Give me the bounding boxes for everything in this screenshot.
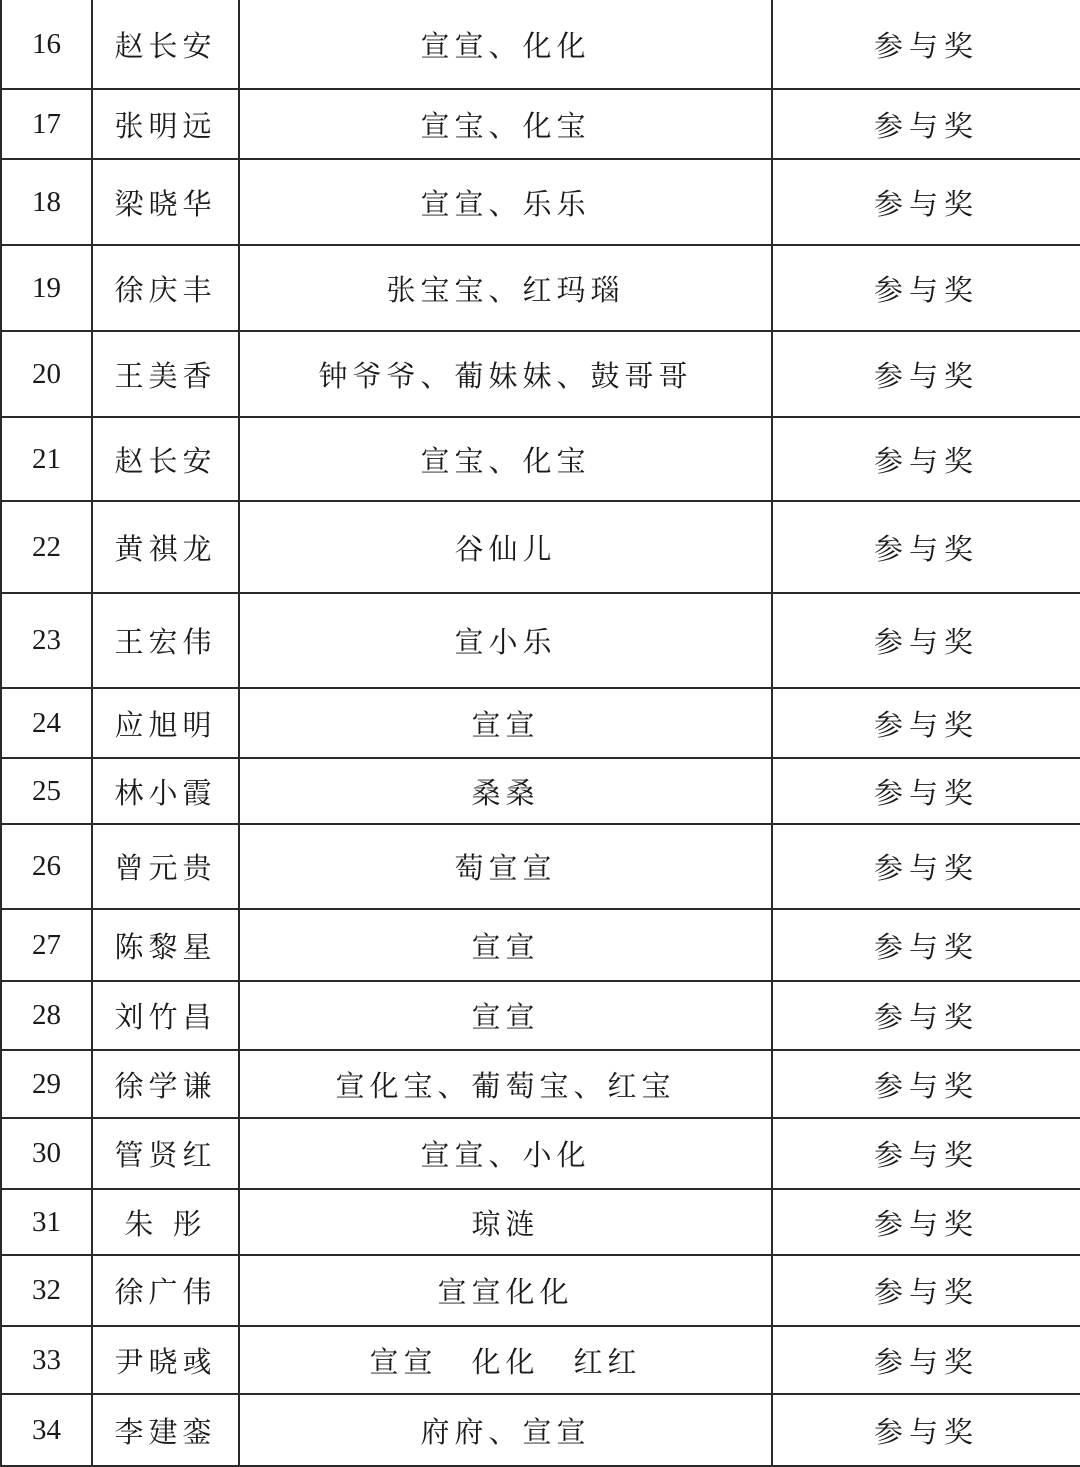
row-number: 25 [1, 758, 92, 824]
row-number: 31 [1, 1189, 92, 1255]
participant-name: 刘竹昌 [92, 981, 239, 1050]
award-level: 参与奖 [772, 331, 1080, 417]
participant-name: 应旭明 [92, 688, 239, 758]
table-row [1, 981, 1080, 1050]
work-names: 宣宣化化 [239, 1255, 772, 1326]
work-names: 宣宣 [239, 909, 772, 981]
row-number: 20 [1, 331, 92, 417]
award-level: 参与奖 [772, 1050, 1080, 1118]
table-row [1, 89, 1080, 159]
row-number: 27 [1, 909, 92, 981]
work-names: 宣宝、化宝 [239, 89, 772, 159]
table-row [1, 417, 1080, 501]
table-row [1, 245, 1080, 331]
work-names: 宣小乐 [239, 593, 772, 688]
row-number: 18 [1, 159, 92, 245]
participant-name: 王宏伟 [92, 593, 239, 688]
award-level: 参与奖 [772, 417, 1080, 501]
award-level: 参与奖 [772, 501, 1080, 593]
work-names: 张宝宝、红玛瑙 [239, 245, 772, 331]
award-level: 参与奖 [772, 0, 1080, 89]
row-number: 30 [1, 1118, 92, 1189]
work-names: 钟爷爷、葡妹妹、鼓哥哥 [239, 331, 772, 417]
row-number: 17 [1, 89, 92, 159]
row-number: 19 [1, 245, 92, 331]
award-level: 参与奖 [772, 824, 1080, 909]
table-row [1, 1118, 1080, 1189]
award-level: 参与奖 [772, 593, 1080, 688]
table-row [1, 1050, 1080, 1118]
award-level: 参与奖 [772, 688, 1080, 758]
table-row [1, 1255, 1080, 1326]
table-row [1, 0, 1080, 89]
table-row [1, 758, 1080, 824]
work-names: 宣宝、化宝 [239, 417, 772, 501]
participant-name: 徐广伟 [92, 1255, 239, 1326]
award-level: 参与奖 [772, 909, 1080, 981]
table-row [1, 1189, 1080, 1255]
work-names: 宣宣、小化 [239, 1118, 772, 1189]
participant-name: 赵长安 [92, 0, 239, 89]
row-number: 32 [1, 1255, 92, 1326]
award-level: 参与奖 [772, 159, 1080, 245]
participant-name: 梁晓华 [92, 159, 239, 245]
work-names: 宣宣 [239, 688, 772, 758]
participant-name: 王美香 [92, 331, 239, 417]
row-number: 23 [1, 593, 92, 688]
work-names: 谷仙儿 [239, 501, 772, 593]
row-number: 21 [1, 417, 92, 501]
row-number: 28 [1, 981, 92, 1050]
award-level: 参与奖 [772, 981, 1080, 1050]
participant-name: 黄祺龙 [92, 501, 239, 593]
work-names: 府府、宣宣 [239, 1394, 772, 1466]
table-row [1, 1394, 1080, 1466]
work-names: 宣宣 化化 红红 [239, 1326, 772, 1394]
table-row [1, 159, 1080, 245]
award-level: 参与奖 [772, 245, 1080, 331]
table-row [1, 909, 1080, 981]
participant-name: 赵长安 [92, 417, 239, 501]
participant-name: 徐学谦 [92, 1050, 239, 1118]
work-names: 琼涟 [239, 1189, 772, 1255]
table-row [1, 824, 1080, 909]
award-level: 参与奖 [772, 89, 1080, 159]
award-level: 参与奖 [772, 1189, 1080, 1255]
participant-name: 徐庆丰 [92, 245, 239, 331]
table-row [1, 331, 1080, 417]
participant-name: 林小霞 [92, 758, 239, 824]
work-names: 桑桑 [239, 758, 772, 824]
work-names: 宣宣 [239, 981, 772, 1050]
award-level: 参与奖 [772, 1118, 1080, 1189]
award-level: 参与奖 [772, 758, 1080, 824]
table-row [1, 1326, 1080, 1394]
participant-name: 朱 彤 [92, 1189, 239, 1255]
work-names: 宣宣、乐乐 [239, 159, 772, 245]
participant-name: 张明远 [92, 89, 239, 159]
row-number: 16 [1, 0, 92, 89]
table-row [1, 688, 1080, 758]
participant-name: 管贤红 [92, 1118, 239, 1189]
work-names: 宣化宝、葡萄宝、红宝 [239, 1050, 772, 1118]
participant-name: 尹晓彧 [92, 1326, 239, 1394]
table-row [1, 593, 1080, 688]
work-names: 萄宣宣 [239, 824, 772, 909]
award-level: 参与奖 [772, 1326, 1080, 1394]
participant-name: 李建銮 [92, 1394, 239, 1466]
row-number: 29 [1, 1050, 92, 1118]
participant-name: 陈黎星 [92, 909, 239, 981]
row-number: 24 [1, 688, 92, 758]
row-number: 33 [1, 1326, 92, 1394]
row-number: 34 [1, 1394, 92, 1466]
work-names: 宣宣、化化 [239, 0, 772, 89]
row-number: 22 [1, 501, 92, 593]
table-row [1, 501, 1080, 593]
participant-name: 曾元贵 [92, 824, 239, 909]
award-level: 参与奖 [772, 1394, 1080, 1466]
award-level: 参与奖 [772, 1255, 1080, 1326]
row-number: 26 [1, 824, 92, 909]
